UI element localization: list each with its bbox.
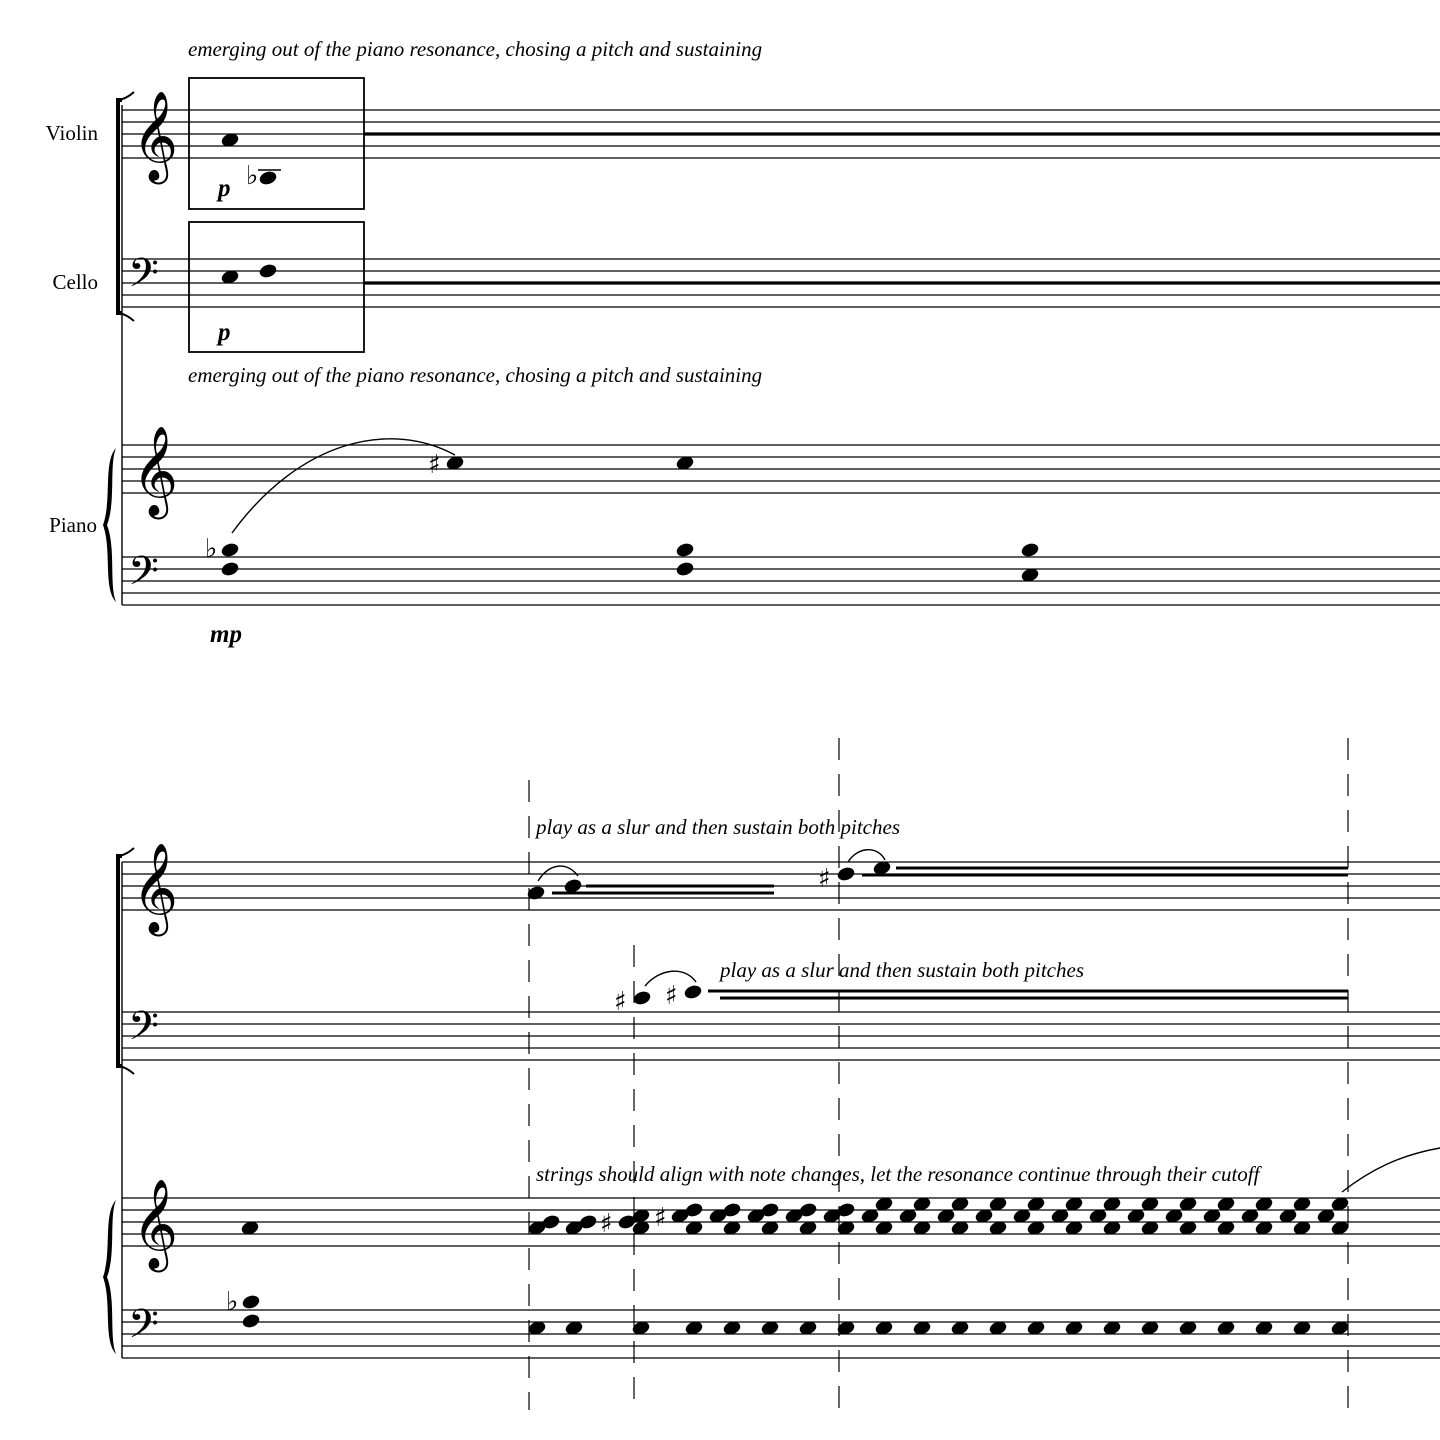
system-1 xyxy=(46,37,1440,648)
piano-treble-staff-2 xyxy=(122,1198,1440,1246)
note xyxy=(836,865,856,882)
piano-treble-pulse xyxy=(527,1195,1350,1236)
violin-pitch-box xyxy=(189,78,364,209)
note xyxy=(675,560,695,577)
note xyxy=(241,1312,261,1329)
piano-brace xyxy=(103,1200,116,1354)
note xyxy=(632,989,652,1006)
system-2 xyxy=(103,738,1440,1410)
piano-label: Piano xyxy=(49,513,97,537)
treble-clef-icon: 𝄞 xyxy=(132,91,179,181)
violin-label: Violin xyxy=(45,121,98,145)
sharp-icon: ♯ xyxy=(654,1203,667,1233)
slur xyxy=(232,439,455,533)
piano-dynamic: mp xyxy=(210,621,242,648)
cello-dynamic: p xyxy=(218,319,231,346)
note xyxy=(675,541,695,558)
bass-clef-icon: 𝄢 xyxy=(128,250,159,306)
note xyxy=(1020,541,1040,558)
piano-bass-staff-2 xyxy=(122,1310,1440,1358)
flat-icon: ♭ xyxy=(246,161,259,191)
cello-staff-2 xyxy=(122,1012,1440,1060)
piano-treble-staff-1 xyxy=(122,445,1440,493)
sharp-icon: ♯ xyxy=(614,987,627,1017)
treble-clef-icon: 𝄞 xyxy=(132,426,179,516)
cello-instruction: emerging out of the piano resonance, chosing a pitch and sustaining xyxy=(188,363,763,387)
treble-clef-icon: 𝄞 xyxy=(132,843,179,933)
cello-slur-instruction: play as a slur and then sustain both pitches xyxy=(720,958,1084,982)
sharp-icon: ♯ xyxy=(428,450,441,480)
violin-dynamic: p xyxy=(218,175,231,202)
cello-label: Cello xyxy=(52,270,98,294)
slur xyxy=(1342,1148,1440,1192)
flat-icon: ♭ xyxy=(205,534,218,564)
sharp-icon: ♯ xyxy=(665,981,678,1011)
bass-clef-icon: 𝄢 xyxy=(128,1003,159,1059)
piano-bass-staff-1 xyxy=(122,557,1440,605)
piano-brace xyxy=(103,448,116,602)
note xyxy=(220,541,240,558)
bass-clef-icon: 𝄢 xyxy=(128,548,159,604)
note xyxy=(241,1293,261,1310)
slur xyxy=(848,850,885,862)
note xyxy=(220,560,240,577)
bass-clef-icon: 𝄢 xyxy=(128,1301,159,1357)
note xyxy=(683,983,703,1000)
violin-slur-instruction: play as a slur and then sustain both pitches xyxy=(536,815,900,839)
violin-instruction: emerging out of the piano resonance, chosing a pitch and sustaining xyxy=(188,37,763,61)
sharp-icon: ♯ xyxy=(818,864,831,894)
note xyxy=(258,169,278,186)
cello-pitch-box xyxy=(189,222,364,352)
sharp-icon: ♯ xyxy=(600,1209,613,1239)
note xyxy=(258,262,278,279)
flat-icon: ♭ xyxy=(226,1287,239,1317)
piano-alignment-instruction: strings should align with note changes, let the resonance continue through their cutoff xyxy=(536,1162,1260,1186)
treble-clef-icon: 𝄞 xyxy=(132,1179,179,1269)
